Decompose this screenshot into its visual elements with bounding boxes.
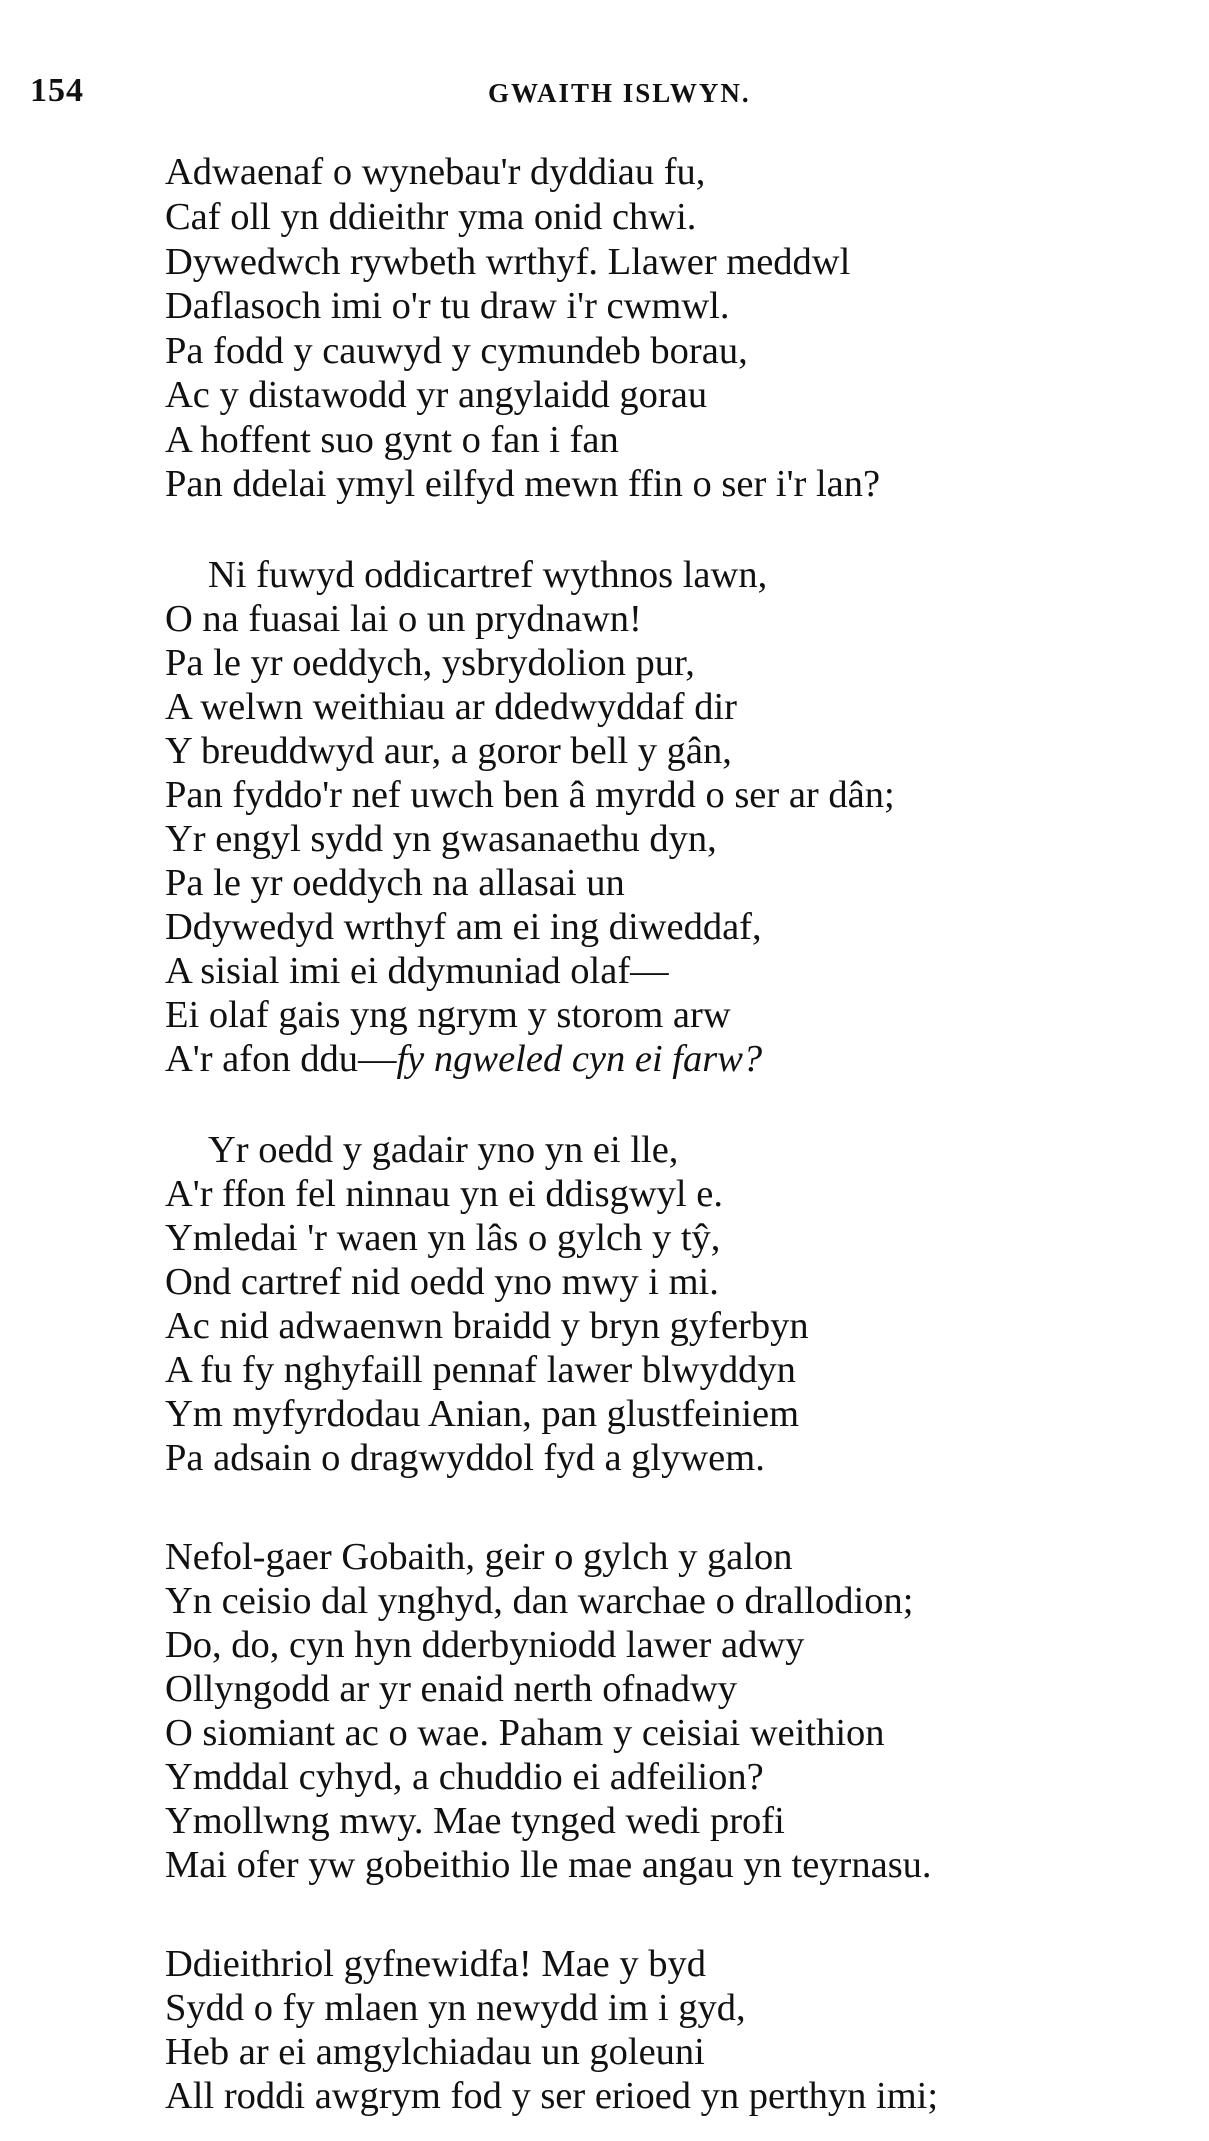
poem-line: Ac y distawodd yr angylaidd gorau [165,374,708,416]
poem-line: Heb ar ei amgylchiadau un goleuni [165,2031,705,2073]
poem-line: Pa fodd y cauwyd y cymundeb borau, [165,330,748,372]
poem-line: Ei olaf gais yng ngrym y storom arw [165,994,731,1036]
poem-line: Ymddal cyhyd, a chuddio ei adfeilion? [165,1756,764,1798]
poem-line: Pa le yr oeddych, ysbrydolion pur, [165,642,695,684]
poem-line: A hoffent suo gynt o fan i fan [165,419,619,461]
poem-line: Ym myfyrdodau Anian, pan glustfeiniem [165,1393,800,1435]
poem-line: Ond cartref nid oedd yno mwy i mi. [165,1261,719,1303]
poem-line: Sydd o fy mlaen yn newydd im i gyd, [165,1987,746,2029]
running-title: GWAITH ISLWYN. [488,78,751,108]
poem-line: Mai ofer yw gobeithio lle mae angau yn teyrnasu. [165,1844,932,1886]
poem-line: Ac nid adwaenwn braidd y bryn gyferbyn [165,1305,809,1347]
poem-line: Ddieithriol gyfnewidfa! Mae y byd [165,1943,706,1985]
poem-line: Do, do, cyn hyn dderbyniodd lawer adwy [165,1624,805,1666]
poem-line: Pa adsain o dragwyddol fyd a glywem. [165,1437,765,1479]
poem-line-text: A'r afon ddu— [165,1038,397,1080]
poem-line: Ollyngodd ar yr enaid nerth ofnadwy [165,1668,737,1710]
poem-line: Pan ddelai ymyl eilfyd mewn ffin o ser i'r lan? [165,463,881,505]
poem-line: Ni fuwyd oddicartref wythnos lawn, [208,554,768,596]
poem-line: A welwn weithiau ar ddedwyddaf dir [165,686,737,728]
poem-line: Ymollwng mwy. Mae tynged wedi profi [165,1800,785,1842]
poem-line: A sisial imi ei ddymuniad olaf— [165,950,669,992]
poem-line: Caf oll yn ddieithr yma onid chwi. [165,196,697,238]
poem-line: O na fuasai lai o un prydnawn! [165,598,642,640]
poem-line: O siomiant ac o wae. Paham y ceisiai weithion [165,1712,885,1754]
page-header [0,72,1209,116]
poem-line: A'r ffon fel ninnau yn ei ddisgwyl e. [165,1173,723,1215]
poem-line: All roddi awgrym fod y ser erioed yn perthyn imi; [165,2075,939,2117]
poem-line: Nefol-gaer Gobaith, geir o gylch y galon [165,1536,793,1578]
poem-line: Pa le yr oeddych na allasai un [165,862,625,904]
poem-line: Ymledai 'r waen yn lâs o gylch y tŷ, [165,1217,721,1259]
poem-line: Yn ceisio dal ynghyd, dan warchae o drallodion; [165,1580,914,1622]
poem-line: A fu fy nghyfaill pennaf lawer blwyddyn [165,1349,796,1391]
poem-line: Dywedwch rywbeth wrthyf. Llawer meddwl [165,241,851,283]
page-number: 154 [30,72,84,109]
poem-line-italic: fy ngweled cyn ei farw? [396,1038,763,1080]
poem-line: Yr engyl sydd yn gwasanaethu dyn, [165,818,717,860]
poem-line: Y breuddwyd aur, a goror bell y gân, [165,730,732,772]
poem-line: Adwaenaf o wynebau'r dyddiau fu, [165,151,706,193]
poem-line: Ddywedyd wrthyf am ei ing diweddaf, [165,906,762,948]
poem-line: Daflasoch imi o'r tu draw i'r cwmwl. [165,285,730,327]
poem-line: Yr oedd y gadair yno yn ei lle, [208,1129,679,1171]
poem-line: Pan fyddo'r nef uwch ben â myrdd o ser ar dân; [165,774,895,816]
poem-line [165,1037,762,1081]
